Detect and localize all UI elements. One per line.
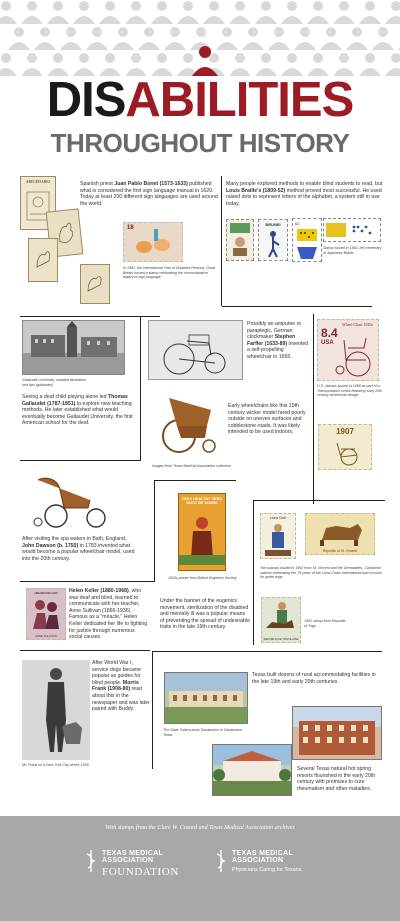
gallaudet-photo-caption	[22, 378, 127, 387]
pattern-head	[183, 1, 193, 11]
pattern-head	[40, 27, 50, 37]
braille-text-pre: Many people explored methods to enable blind students to read, but	[226, 181, 383, 187]
pattern-head	[209, 53, 219, 63]
pattern-head	[79, 53, 89, 63]
pattern-head	[92, 27, 102, 37]
logo2-line2: ASSOCIATION	[232, 857, 284, 864]
hot-springs-hotel-postcard	[292, 706, 382, 760]
divider-v4	[154, 480, 155, 582]
braille-stamp-brunei	[258, 219, 288, 261]
poster-line-1: ONLY HEALTHY SEED	[181, 497, 223, 501]
divider-v6	[152, 651, 153, 769]
bonet-page-hand-2	[28, 238, 58, 282]
logo1-line1: TEXAS MEDICAL	[102, 850, 164, 857]
pattern-head	[326, 27, 336, 37]
pattern-accent-head	[199, 46, 211, 58]
braille-text-post: method proved most successful. He used raised dots to represent letters of the alphabet, a system still in use today.	[226, 187, 382, 207]
divider-v2	[140, 316, 141, 461]
pattern-body	[294, 42, 316, 50]
braille-name: Louis Braille's (1809-52)	[226, 187, 286, 194]
pattern-head	[365, 1, 375, 11]
frank-name: Morris Frank (1908-80)	[92, 679, 139, 693]
morris-frank-photo	[22, 660, 90, 760]
divider-h4	[20, 581, 155, 582]
pattern-body	[333, 16, 355, 24]
farfler-name: Stephen Farfler (1633-89)	[247, 334, 296, 347]
eugenics-poster-caption: 1920s poster from British Eugenics Society	[168, 576, 237, 580]
pattern-body	[385, 16, 400, 24]
pattern-body	[372, 42, 394, 50]
university-building-illustration	[23, 321, 124, 374]
gallaudet-photo-credit: Ima tipu (gallaudet)	[22, 382, 53, 387]
page-title	[0, 74, 400, 126]
keller-name: Helen Keller (1880-1968)	[69, 588, 129, 594]
st-vincent-stamp-label: Republic of St. Vincent	[322, 549, 358, 553]
keller-stamp-label: HELEN KELLER	[34, 591, 58, 595]
pattern-body	[125, 16, 147, 24]
dog-stamp-illustration	[306, 514, 374, 548]
pattern-head	[157, 1, 167, 11]
wicker-chair-illustration	[155, 390, 225, 456]
farfler-text-pre: Possibly an amputee or paraplegic, German clockmaker	[247, 321, 302, 341]
togo-stamp-label: REPUBLIQUE TOGOLAISE	[263, 637, 299, 641]
pattern-head	[287, 53, 297, 63]
gallaudet-name: Thomas Gallaudet (1787-1851)	[22, 394, 128, 407]
pattern-body	[281, 16, 303, 24]
keller-stamp	[26, 588, 66, 640]
pattern-head	[131, 1, 141, 11]
pattern-body	[359, 16, 381, 24]
pattern-head	[339, 53, 349, 63]
bath-chair-illustration	[30, 470, 116, 530]
hand-sign-engraving-2	[29, 239, 57, 281]
reader-illustration	[227, 220, 253, 260]
lions-stamp-label: Lions Club	[269, 516, 287, 520]
walking-figure-illustration	[259, 227, 287, 261]
bonet-text-pre: Spanish priest	[80, 181, 115, 187]
pattern-head	[339, 1, 349, 11]
pattern-head	[391, 53, 400, 63]
pattern-head	[1, 1, 11, 11]
pattern-head	[274, 27, 284, 37]
st-vincent-dog-stamp	[305, 513, 375, 555]
pattern-head	[183, 53, 193, 63]
braille-text	[226, 181, 386, 207]
pattern-body	[138, 42, 160, 50]
pattern-body	[216, 42, 238, 50]
us-stamp-label: Wheel Chair 1920s	[342, 322, 373, 327]
braille-stamp-value: 62	[295, 221, 300, 226]
pattern-head	[313, 1, 323, 11]
texas-text-2: Several Texas natural hot spring resorts flourished in the early 20th century with promises to cure rheumatism and other maladies.	[297, 766, 376, 792]
pattern-body	[346, 42, 368, 50]
pattern-body	[99, 16, 121, 24]
pattern-body	[229, 16, 251, 24]
farfler-text	[247, 321, 309, 361]
stamp-year: 1907	[336, 427, 354, 436]
logo1-line2: ASSOCIATION	[102, 857, 154, 864]
pattern-head	[391, 1, 400, 11]
divider-v3	[313, 314, 314, 504]
divider-h1	[222, 306, 372, 307]
dawson-name: John Dawson (b. 1750)	[22, 542, 79, 549]
frank-text	[92, 660, 150, 713]
farfler-chair-illustration	[149, 321, 242, 379]
pattern-head	[105, 1, 115, 11]
pattern-head	[300, 27, 310, 37]
pattern-body	[255, 16, 277, 24]
guide-dog-stamps-caption: Two stamps issued in 1992 from St. Vincent and the Grenadines, Caribbean nations celebrating the 75 years of the Lions Clubs International and schools for guide dogs	[260, 566, 382, 580]
pattern-head	[248, 27, 258, 37]
eugenics-poster	[178, 493, 226, 571]
pattern-head	[365, 53, 375, 63]
pattern-head	[261, 53, 271, 63]
title-dis: DIS	[46, 73, 126, 127]
book-title: ABECEDARIO	[25, 180, 51, 184]
pattern-head	[66, 27, 76, 37]
wicker-text: Early wheelchairs like this 19th century wicker model fared poorly outside on uneven surfaces and cobblestone roads. It was likely intended to be used indoors.	[228, 403, 306, 436]
footer-note: With stamps from the Clare W. Cozard and Texas Medical Association archives	[105, 825, 295, 831]
frank-caption: Mr. Frank on a New York City street, 1928	[22, 763, 89, 767]
frank-with-dog-illustration	[22, 660, 90, 760]
pattern-body	[320, 42, 342, 50]
divider-h2	[20, 316, 160, 317]
divider-h7	[20, 650, 150, 651]
pattern-head	[352, 27, 362, 37]
gallaudet-text-post: to explore new teaching methods. He later established what would eventually become Gallaudet University, the first American school for the deaf.	[22, 400, 133, 427]
dawson-text-post: in 1783 invented what would become a popular wheelchair model, used into the 20th century.	[22, 542, 135, 562]
braille-stamp-1	[226, 219, 254, 261]
divider-h8	[152, 651, 382, 652]
pattern-body	[60, 42, 82, 50]
keller-stamp-label-2: ANNE SULLIVAN	[35, 634, 57, 638]
pattern-body	[151, 16, 173, 24]
sanatorium-caption: The State Tuberculosis Sanatorium in Sanatorium, Texas	[163, 728, 244, 737]
dawson-text-pre: After visiting the spa waters in Bath, England,	[22, 536, 127, 542]
pattern-body	[307, 16, 329, 24]
resort-illustration	[213, 745, 291, 795]
wicker-credit: Images from Texas Medical Association collection	[152, 464, 232, 468]
pattern-body	[164, 42, 186, 50]
tma-logo	[232, 850, 301, 873]
pattern-head	[105, 53, 115, 63]
gallaudet-text	[22, 394, 137, 427]
sign-stamp-caption: In 1981, the International Year of Disabled Persons, Great Britain issued a stamp celebrating the communicative legacy of sign language	[123, 266, 216, 280]
footer	[0, 816, 400, 921]
togo-dog-illustration	[262, 598, 300, 636]
hotel-illustration	[293, 707, 381, 759]
farfler-text-post: invented a self-propelling wheelchair in 1655.	[247, 340, 309, 360]
sanatorium-illustration	[165, 673, 247, 723]
keller-sullivan-portrait	[27, 595, 65, 631]
pattern-head	[196, 27, 206, 37]
keller-text-post: , who was deaf and blind, learned to communicate with her teacher, Anne Sullivan (1866-1936). Famous as a "miracle," Helen Keller dedicated her life to fighting for justice through numerous social causes.	[69, 588, 148, 641]
braille-caption: Stamp issued in 1992, the centenary of Japanese Braille	[323, 246, 382, 255]
us-stamps-caption: U.S. stamps issued in 1988 as part of a Transportation series featuring early 20th century wheelchair design	[317, 384, 383, 398]
togo-stamp	[261, 597, 301, 643]
page-subtitle: THROUGHOUT HISTORY	[50, 128, 350, 158]
tma-staff-mark-icon-2	[214, 850, 228, 872]
bonet-name: Juan Pablo Bonet (1573-1633)	[114, 181, 188, 187]
divider-v5	[253, 500, 254, 645]
pattern-body	[242, 42, 264, 50]
eugenics-text: Under the banner of the eugenics movement, sterilization of the disabled and mentally ill was a popular means of preventing the spread of undesirable traits in the late 19th century.	[160, 598, 250, 631]
title-abilities: ABILITIES	[125, 73, 354, 127]
farfler-wheelchair-engraving	[148, 320, 243, 380]
mineral-wells-postcard	[212, 744, 292, 796]
logo2-line1: TEXAS MEDICAL	[232, 850, 294, 857]
dawson-text	[22, 536, 137, 562]
pattern-head	[27, 1, 37, 11]
pattern-head	[235, 1, 245, 11]
brunei-label: BRUNEI	[265, 222, 281, 227]
us-stamp-usa: USA	[321, 340, 334, 346]
braille-graphic	[324, 219, 380, 241]
people-pattern-graphic	[0, 0, 400, 78]
divider-h3	[20, 460, 141, 461]
pattern-head	[79, 1, 89, 11]
poster-line-2: MUST BE SOWN!	[186, 501, 218, 505]
pattern-body	[86, 42, 108, 50]
gallaudet-photo	[22, 320, 125, 375]
pattern-head	[313, 53, 323, 63]
bath-chair-photo	[30, 470, 116, 530]
texas-text-1: Texas built dozens of rural accommodating facilities in the late 19th and early 20th centuries.	[252, 672, 376, 685]
pattern-head	[131, 53, 141, 63]
wicker-wheelchair-photo	[155, 390, 225, 456]
gallaudet-text-pre: Seeing a deaf child playing alone led	[22, 394, 108, 400]
logo1-line3: FOUNDATION	[102, 866, 179, 878]
us-stamp-value: 8.4	[321, 326, 338, 340]
sanatorium-postcard	[164, 672, 248, 724]
divider-h5	[154, 480, 236, 481]
pattern-body	[73, 16, 95, 24]
pattern-head	[53, 1, 63, 11]
pattern-body	[47, 16, 69, 24]
frank-text-pre: After World War I, service dogs became popular as guides for blind people.	[92, 660, 142, 686]
sower-illustration	[179, 505, 225, 565]
pattern-head	[170, 27, 180, 37]
sign-language-stamp	[123, 222, 183, 262]
pattern-head	[209, 1, 219, 11]
pattern-body	[0, 16, 17, 24]
pattern-head	[27, 53, 37, 63]
us-wheelchair-stamp	[317, 319, 379, 381]
1907-wheelchair-stamp	[318, 424, 372, 470]
pattern-head	[1, 53, 11, 63]
keller-text	[69, 588, 149, 641]
pattern-head	[235, 53, 245, 63]
pattern-head	[287, 1, 297, 11]
pattern-body	[203, 16, 225, 24]
hand-sign-engraving-3	[81, 265, 109, 303]
braille-stamp-4	[323, 218, 381, 242]
pattern-head	[14, 27, 24, 37]
pattern-head	[157, 53, 167, 63]
stamp-value: 18	[127, 225, 134, 231]
bonet-page-hand-3	[80, 264, 110, 304]
lions-club-stamp	[260, 513, 296, 559]
pattern-body	[112, 42, 134, 50]
pattern-body	[21, 16, 43, 24]
pattern-body	[8, 42, 30, 50]
bonet-text	[80, 181, 220, 207]
logo2-line3: Physicians Caring for Texans	[232, 867, 302, 873]
divider-h6	[253, 500, 385, 501]
pattern-body	[268, 42, 290, 50]
togo-stamp-caption: 1991 stamp from Republic of Togo	[304, 619, 346, 628]
braille-stamp-3	[292, 218, 322, 262]
frank-text-post: read about this in the newspaper and was later paired with Buddy.	[92, 686, 150, 713]
guide-dog-figure-illustration	[261, 520, 295, 559]
pattern-head	[53, 53, 63, 63]
pattern-body	[177, 16, 199, 24]
header-pattern	[0, 0, 400, 78]
pattern-head	[261, 1, 271, 11]
gallaudet-caption-text: Gallaudet University, undated illustration	[22, 378, 87, 382]
pattern-head	[378, 27, 388, 37]
divider-v1	[221, 176, 222, 306]
tma-foundation-logo	[102, 850, 179, 878]
pattern-body	[34, 42, 56, 50]
pattern-head	[118, 27, 128, 37]
bonet-text-post: published what is considered the first sign language manual in 1620. Today at least 200 different sign languages are used around the world.	[80, 181, 218, 207]
pattern-head	[222, 27, 232, 37]
tma-staff-mark-icon	[84, 850, 98, 872]
pattern-head	[144, 27, 154, 37]
